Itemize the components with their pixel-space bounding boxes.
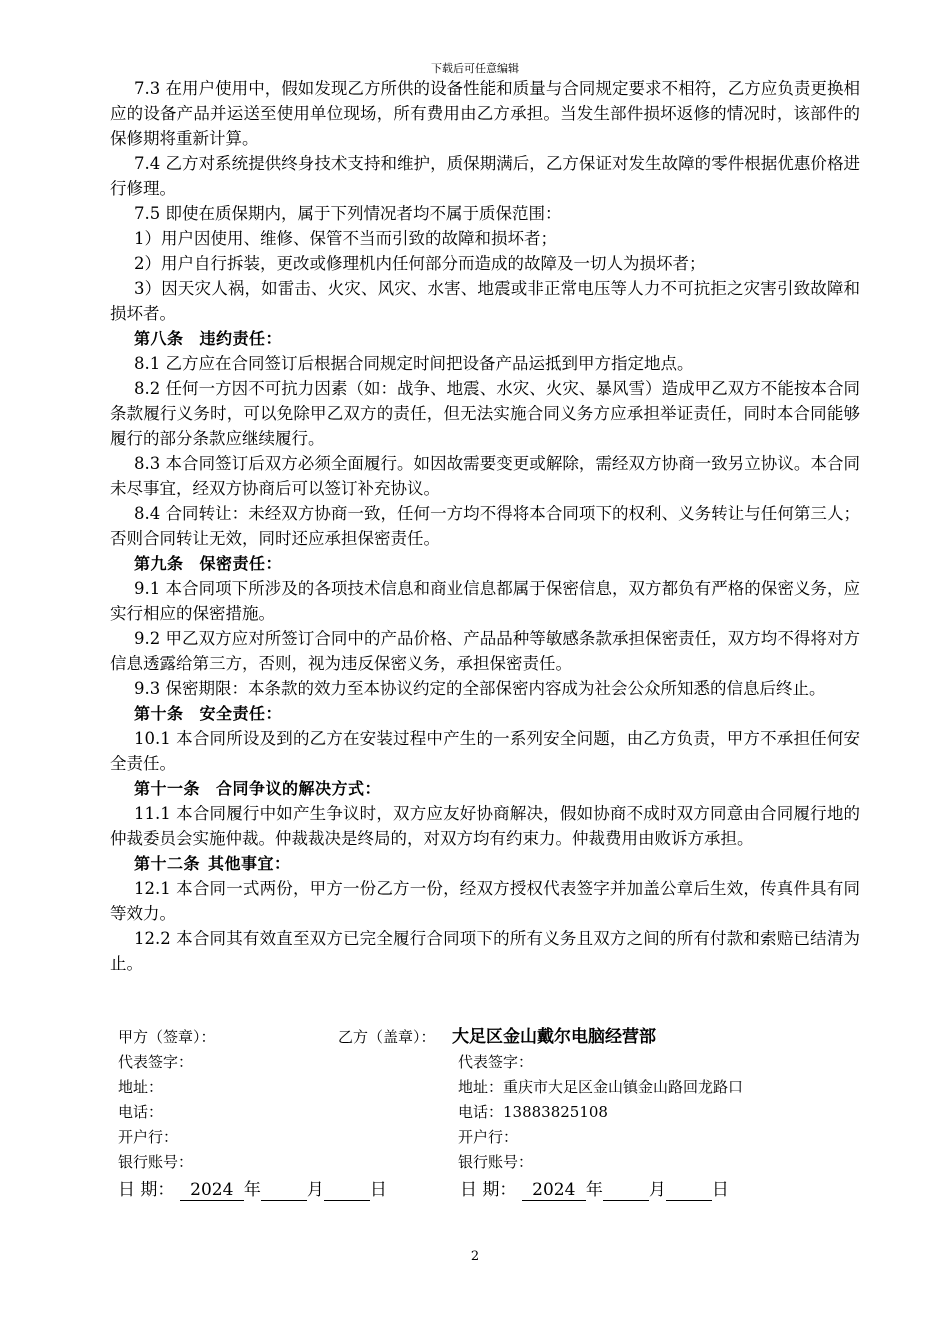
clause-12-2: 12.2 本合同其有效直至双方已完全履行合同项下的所有义务且双方之间的所有付款和索赔已结清为止。: [110, 929, 860, 973]
party-a-day-unit: 日: [369, 1180, 387, 1200]
party-b-bank-label: 开户行：: [458, 1128, 519, 1146]
article-8-title: 违约责任：: [199, 329, 283, 348]
article-9-heading: [110, 551, 860, 576]
party-a-date-month[interactable]: [261, 1180, 307, 1201]
party-a-year-unit: 年: [243, 1180, 261, 1200]
article-11-number: 第十一条: [134, 779, 201, 798]
clause-9-3: 9.3 保密期限：本条款的效力至本协议约定的全部保密内容成为社会公众所知悉的信息后终止。: [134, 679, 826, 698]
party-a-rep-label: 代表签字：: [118, 1053, 194, 1071]
article-8-number: 第八条: [134, 329, 184, 348]
party-b-year-unit: 年: [585, 1180, 603, 1200]
clause-7-4: 7.4 乙方对系统提供终身技术支持和维护，质保期满后，乙方保证对发生故障的零件根据优惠价格进行修理。: [110, 154, 860, 198]
party-a-month-unit: 月: [306, 1180, 324, 1200]
clause-7-3: 7.3 在用户使用中，假如发现乙方所供的设备性能和质量与合同规定要求不相符，乙方应负责更换相应的设备产品并运送至使用单位现场，所有费用由乙方承担。当发生部件损坏返修的情况时，该部件的保修期将重新计算。: [110, 79, 860, 148]
article-12-title: 其他事宜：: [208, 854, 291, 873]
header-note: 下载后可任意编辑: [431, 62, 519, 75]
party-a-date: [118, 1175, 387, 1205]
clause-11-1: 11.1 本合同履行中如产生争议时，双方应友好协商解决，假如协商不成时双方同意由合同履行地的仲裁委员会实施仲裁。仲裁裁决是终局的，对双方均有约束力。仲裁费用由败诉方承担。: [110, 804, 860, 848]
party-a-address-label: 地址：: [118, 1078, 164, 1096]
party-a-date-day[interactable]: [324, 1180, 370, 1201]
clause-12-1: 12.1 本合同一式两份，甲方一份乙方一份，经双方授权代表签字并加盖公章后生效，传真件具有同等效力。: [110, 879, 860, 923]
clause-9-2: 9.2 甲乙双方应对所签订合同中的产品价格、产品品种等敏感条款承担保密责任，双方均不得将对方信息透露给第三方，否则，视为违反保密义务，承担保密责任。: [110, 629, 860, 673]
party-b-phone: 电话：13883825108: [458, 1103, 608, 1121]
party-b-account-label: 银行账号：: [458, 1153, 534, 1171]
contract-body: [110, 76, 860, 976]
party-b-date: [460, 1175, 729, 1205]
article-10-number: 第十条: [134, 704, 184, 723]
clause-9-1: 9.1 本合同项下所涉及的各项技术信息和商业信息都属于保密信息，双方都负有严格的保密义务，应实行相应的保密措施。: [110, 579, 860, 623]
party-b-address: 地址：重庆市大足区金山镇金山路回龙路口: [458, 1078, 744, 1096]
party-b-date-month[interactable]: [603, 1180, 649, 1201]
party-b-date-day[interactable]: [666, 1180, 712, 1201]
signature-block: [110, 1025, 870, 1205]
party-b-day-unit: 日: [711, 1180, 729, 1200]
party-a-seal-label: 甲方（签章）：: [118, 1028, 216, 1046]
clause-7-5-item-1: 1）用户因使用、维修、保管不当而引致的故障和损坏者；: [134, 229, 557, 248]
party-a-phone-label: 电话：: [118, 1103, 164, 1121]
page-number: 2: [470, 1249, 480, 1264]
clause-7-5-item-2: 2）用户自行拆装，更改或修理机内任何部分而造成的故障及一切人为损坏者；: [134, 254, 706, 273]
article-12-heading: [110, 851, 860, 876]
party-b-month-unit: 月: [648, 1180, 666, 1200]
clause-10-1: 10.1 本合同所设及到的乙方在安装过程中产生的一系列安全问题，由乙方负责，甲方不承担任何安全责任。: [110, 729, 860, 773]
clause-8-3: 8.3 本合同签订后双方必须全面履行。如因故需要变更或解除，需经双方协商一致另立协议。本合同未尽事宜，经双方协商后可以签订补充协议。: [110, 454, 860, 498]
article-11-title: 合同争议的解决方式：: [216, 779, 382, 798]
party-a-date-label: 日 期：: [118, 1180, 175, 1200]
article-12-number: 第十二条: [134, 854, 201, 873]
clause-8-1: 8.1 乙方应在合同签订后根据合同规定时间把设备产品运抵到甲方指定地点。: [134, 354, 694, 373]
clause-7-5-item-3: 3）因天灾人祸，如雷击、火灾、风灾、水害、地震或非正常电压等人力不可抗拒之灾害引致故障和损坏者。: [110, 279, 860, 323]
party-b-rep-label: 代表签字：: [458, 1053, 534, 1071]
article-9-title: 保密责任：: [199, 554, 283, 573]
article-9-number: 第九条: [134, 554, 184, 573]
party-a-date-year[interactable]: 2024: [180, 1180, 244, 1201]
party-a-bank-label: 开户行：: [118, 1128, 179, 1146]
clause-8-2: 8.2 任何一方因不可抗力因素（如：战争、地震、水灾、火灾、暴风雪）造成甲乙双方不能按本合同条款履行义务时，可以免除甲乙双方的责任，但无法实施合同义务方应承担举证责任，同时本合同能够履行的部分条款应继续履行。: [110, 379, 860, 448]
article-10-title: 安全责任：: [199, 704, 283, 723]
party-b-date-year[interactable]: 2024: [522, 1180, 586, 1201]
party-b-name: 大足区金山戴尔电脑经营部: [452, 1027, 656, 1047]
article-8-heading: [110, 326, 860, 351]
clause-8-4: 8.4 合同转让：未经双方协商一致，任何一方均不得将本合同项下的权利、义务转让与任何第三人；否则合同转让无效，同时还应承担保密责任。: [110, 504, 860, 548]
clause-7-5: 7.5 即使在质保期内，属于下列情况者均不属于质保范围：: [134, 204, 562, 223]
article-10-heading: [110, 701, 860, 726]
article-11-heading: [110, 776, 860, 801]
party-b-seal-label: 乙方（盖章）：: [338, 1028, 436, 1046]
party-a-account-label: 银行账号：: [118, 1153, 194, 1171]
party-b-date-label: 日 期：: [460, 1180, 517, 1200]
